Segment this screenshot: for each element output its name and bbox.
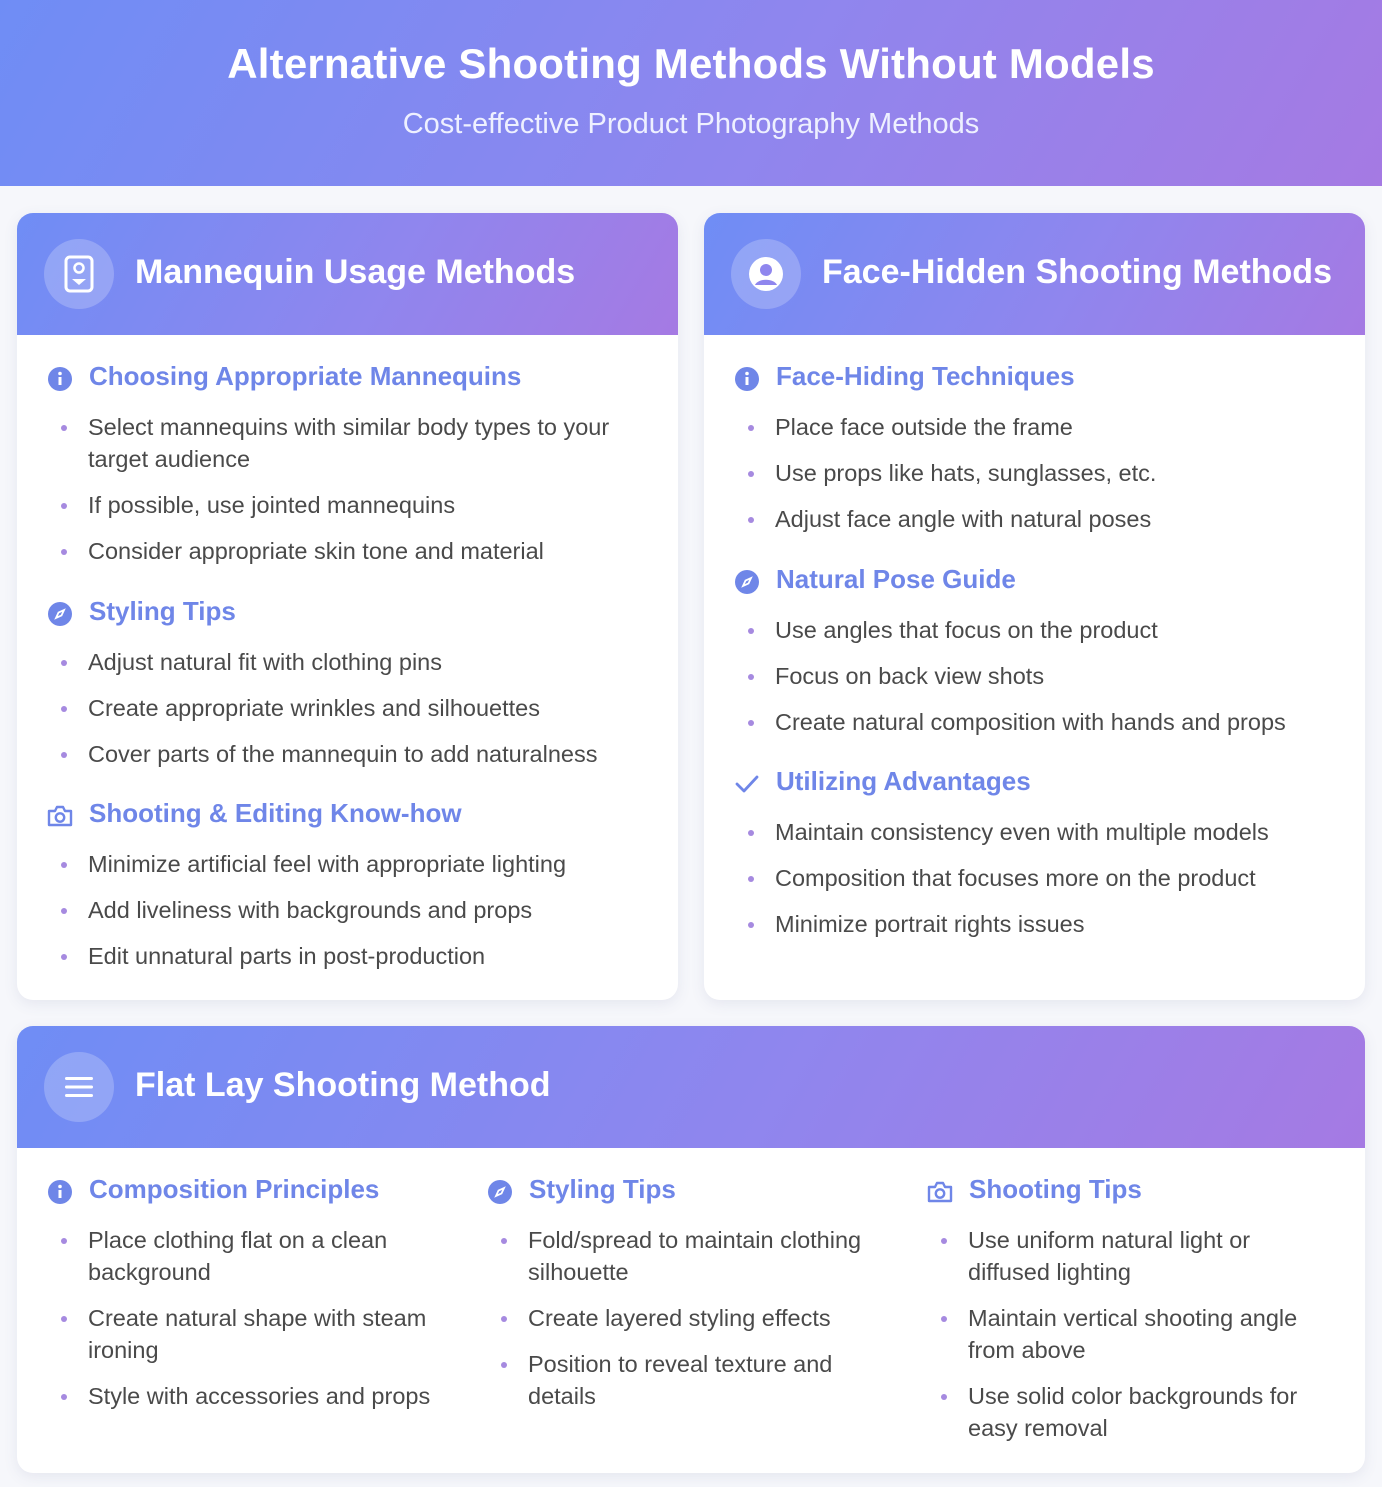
section-styling-tips [46, 594, 656, 770]
list-item: Style with accessories and props [46, 1380, 446, 1412]
list-item: Consider appropriate skin tone and material [46, 535, 656, 567]
section-shooting-editing [46, 796, 656, 972]
list-item: Create layered styling effects [486, 1302, 886, 1334]
list-item: Adjust natural fit with clothing pins [46, 646, 656, 678]
card-title: Face-Hidden Shooting Methods [822, 253, 1332, 291]
list-item: Adjust face angle with natural poses [733, 503, 1343, 535]
camera-icon [926, 1178, 954, 1206]
list-item: Minimize portrait rights issues [733, 908, 1343, 940]
section-title: Composition Principles [89, 1174, 380, 1204]
info-icon [46, 1178, 74, 1206]
list-item: Use props like hats, sunglasses, etc. [733, 457, 1343, 489]
section-shooting-tips [926, 1172, 1331, 1444]
page-subtitle: Cost-effective Product Photography Methods [402, 108, 980, 140]
list-item: Maintain vertical shooting angle from above [926, 1302, 1331, 1366]
mannequin-card [17, 213, 678, 1000]
list-item: If possible, use jointed mannequins [46, 489, 656, 521]
compass-icon [46, 600, 74, 628]
section-title: Shooting Tips [969, 1174, 1142, 1204]
info-icon [733, 365, 761, 393]
user-circle-icon [731, 239, 801, 309]
section-title: Styling Tips [529, 1174, 676, 1204]
section-flatlay-styling-tips [486, 1172, 886, 1412]
section-title: Shooting & Editing Know-how [89, 798, 462, 828]
list-item: Fold/spread to maintain clothing silhouette [486, 1224, 886, 1288]
compass-icon [486, 1178, 514, 1206]
menu-lines-icon [44, 1052, 114, 1122]
page-title: Alternative Shooting Methods Without Models [227, 40, 1155, 87]
card-header [704, 213, 1365, 335]
list-item: Place face outside the frame [733, 411, 1343, 443]
section-choosing-mannequins [46, 359, 656, 567]
section-natural-pose [733, 562, 1343, 738]
list-item: Select mannequins with similar body types to your target audience [46, 411, 656, 475]
section-title: Face-Hiding Techniques [776, 361, 1075, 391]
list-item: Use solid color backgrounds for easy removal [926, 1380, 1331, 1444]
section-title: Natural Pose Guide [776, 564, 1016, 594]
list-item: Maintain consistency even with multiple models [733, 816, 1343, 848]
flat-lay-card [17, 1026, 1365, 1473]
section-utilizing-advantages [733, 764, 1343, 940]
list-item: Minimize artificial feel with appropriate lighting [46, 848, 656, 880]
section-title: Choosing Appropriate Mannequins [89, 361, 522, 391]
mannequin-icon [44, 239, 114, 309]
list-item: Edit unnatural parts in post-production [46, 940, 656, 972]
section-face-hiding [733, 359, 1343, 535]
list-item: Focus on back view shots [733, 660, 1343, 692]
list-item: Use angles that focus on the product [733, 614, 1343, 646]
section-title: Utilizing Advantages [776, 766, 1031, 796]
card-header [17, 1026, 1365, 1148]
list-item: Add liveliness with backgrounds and props [46, 894, 656, 926]
list-item: Position to reveal texture and details [486, 1348, 886, 1412]
list-item: Create appropriate wrinkles and silhouettes [46, 692, 656, 724]
compass-icon [733, 568, 761, 596]
list-item: Cover parts of the mannequin to add naturalness [46, 738, 656, 770]
card-title: Flat Lay Shooting Method [135, 1066, 551, 1104]
list-item: Composition that focuses more on the product [733, 862, 1343, 894]
section-title: Styling Tips [89, 596, 236, 626]
card-title: Mannequin Usage Methods [135, 253, 576, 291]
check-icon [733, 770, 761, 798]
camera-icon [46, 802, 74, 830]
info-icon [46, 365, 74, 393]
list-item: Use uniform natural light or diffused lighting [926, 1224, 1331, 1288]
face-hidden-card [704, 213, 1365, 1000]
list-item: Place clothing flat on a clean background [46, 1224, 446, 1288]
list-item: Create natural shape with steam ironing [46, 1302, 446, 1366]
page-header [0, 0, 1382, 186]
list-item: Create natural composition with hands and props [733, 706, 1343, 738]
section-composition-principles [46, 1172, 446, 1412]
card-header [17, 213, 678, 335]
